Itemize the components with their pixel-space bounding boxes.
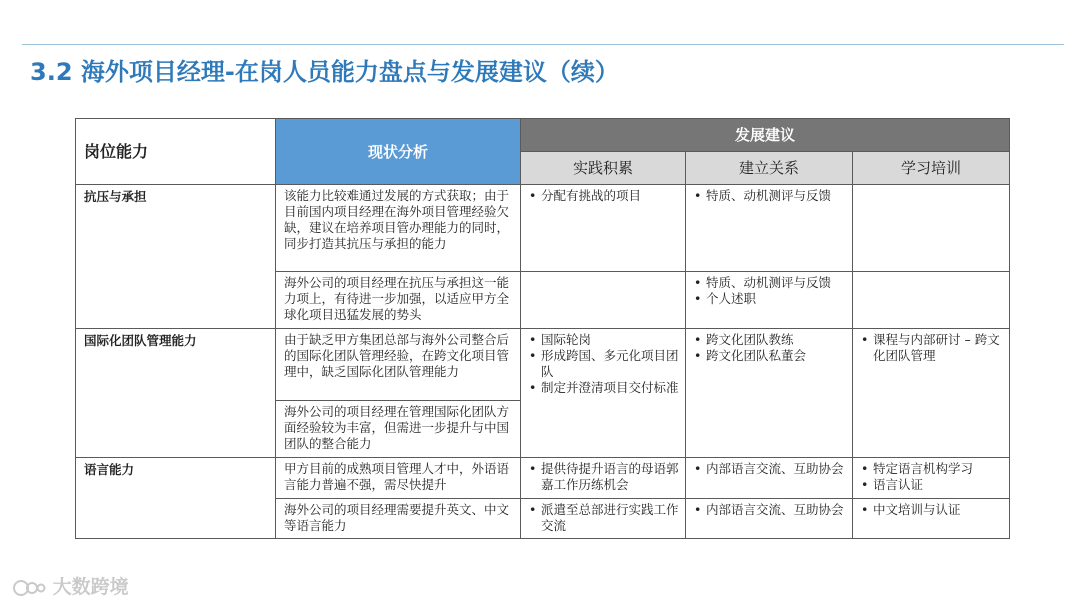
practice-cell — [521, 272, 686, 329]
practice-cell — [521, 499, 686, 539]
relationship-cell — [686, 499, 853, 539]
list-item: • 制定并澄清项目交付标准 — [541, 380, 681, 396]
header-rule — [22, 44, 1064, 45]
training-cell — [853, 499, 1010, 539]
relationship-cell — [686, 185, 853, 272]
category-pressure: 抗压与承担 — [76, 185, 276, 329]
watermark-text: 大数跨境 — [52, 576, 129, 598]
header-practice: 实践积累 — [521, 152, 686, 185]
category-intl-team: 国际化团队管理能力 — [76, 329, 276, 458]
analysis-cell: 该能力比较难通过发展的方式获取；由于目前国内项目经理在海外项目管理经验欠缺，建议在培养项目管办理能力的同时，同步打造其抗压与承担的能力 — [276, 185, 521, 272]
header-position-ability: 岗位能力 — [76, 119, 276, 185]
list-item: • 课程与内部研讨 – 跨文化团队管理 — [873, 332, 1005, 364]
training-cell — [853, 272, 1010, 329]
capability-table — [75, 118, 1010, 539]
page-title: 3.2 海外项目经理-在岗人员能力盘点与发展建议（续） — [30, 58, 619, 86]
list-item: • 形成跨国、多元化项目团队 — [541, 348, 681, 380]
relationship-cell — [686, 329, 853, 458]
list-item: • 跨文化团队教练 — [706, 332, 848, 348]
header-relationship: 建立关系 — [686, 152, 853, 185]
list-item: • 内部语言交流、互助协会 — [706, 502, 848, 518]
analysis-cell: 由于缺乏甲方集团总部与海外公司整合后的国际化团队管理经验，在跨文化项目管理中，缺乏国际化团队管理能力 — [276, 329, 521, 401]
training-cell — [853, 185, 1010, 272]
list-item: • 内部语言交流、互助协会 — [706, 461, 848, 477]
training-cell — [853, 458, 1010, 499]
list-item: • 特质、动机测评与反馈 — [706, 188, 848, 204]
list-item: • 提供待提升语言的母语郭嘉工作历练机会 — [541, 461, 681, 493]
list-item: • 中文培训与认证 — [873, 502, 1005, 518]
relationship-cell — [686, 458, 853, 499]
header-training: 学习培训 — [853, 152, 1010, 185]
watermark-logo-icon — [12, 578, 46, 598]
list-item: • 国际轮岗 — [541, 332, 681, 348]
practice-cell — [521, 458, 686, 499]
relationship-cell — [686, 272, 853, 329]
watermark — [12, 572, 129, 599]
list-item: • 个人述职 — [706, 291, 848, 307]
category-language: 语言能力 — [76, 458, 276, 539]
training-cell — [853, 329, 1010, 458]
list-item: • 分配有挑战的项目 — [541, 188, 681, 204]
list-item: • 跨文化团队私董会 — [706, 348, 848, 364]
list-item: • 语言认证 — [873, 477, 1005, 493]
practice-cell — [521, 185, 686, 272]
list-item: • 特质、动机测评与反馈 — [706, 275, 848, 291]
list-item: • 派遣至总部进行实践工作交流 — [541, 502, 681, 534]
list-item: • 特定语言机构学习 — [873, 461, 1005, 477]
analysis-cell: 甲方目前的成熟项目管理人才中，外语语言能力普遍不强，需尽快提升 — [276, 458, 521, 499]
analysis-cell: 海外公司的项目经理在抗压与承担这一能力项上，有待进一步加强，以适应甲方全球化项目迅猛发展的势头 — [276, 272, 521, 329]
analysis-cell: 海外公司的项目经理在管理国际化团队方面经验较为丰富，但需进一步提升与中国团队的整合能力 — [276, 401, 521, 458]
header-development: 发展建议 — [521, 119, 1010, 152]
header-status-analysis: 现状分析 — [276, 119, 521, 185]
analysis-cell: 海外公司的项目经理需要提升英文、中文等语言能力 — [276, 499, 521, 539]
practice-cell — [521, 329, 686, 458]
